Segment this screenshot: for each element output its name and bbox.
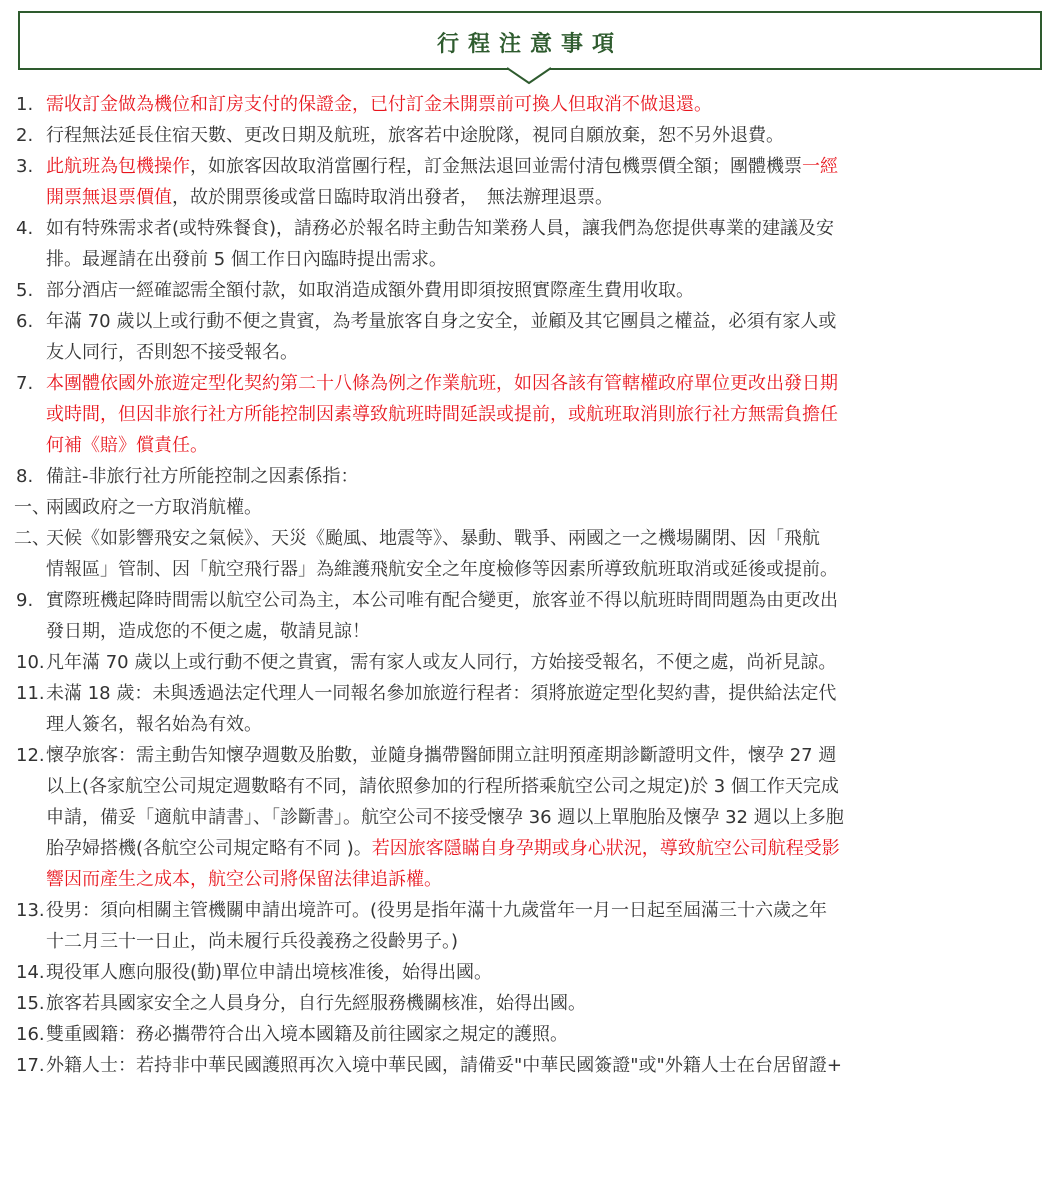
sub-list-item — [14, 492, 1046, 523]
item-text: 部分酒店一經確認需全額付款，如取消造成額外費用即須按照實際產生費用收取。 — [46, 280, 694, 301]
item-line — [46, 740, 1046, 771]
item-line — [46, 802, 1046, 833]
item-line — [46, 926, 1046, 957]
item-line — [46, 89, 1046, 120]
item-number: 12. — [16, 745, 45, 766]
item-number: 6. — [16, 311, 34, 332]
highlighted-text: 若因旅客隱瞞自身孕期或身心狀況，導致航空公司航程受影 — [371, 838, 840, 859]
page-title: 行程注意事項 — [436, 31, 623, 57]
item-text: 凡年滿 70 歲以上或行動不便之貴賓，需有家人或友人同行，方始接受報名，不便之處，尚祈見諒。 — [46, 652, 837, 673]
list-item — [14, 461, 1046, 492]
item-line — [46, 678, 1046, 709]
list-item — [14, 151, 1046, 213]
highlighted-text: 響因而產生之成本，航空公司將保留法律追訴權。 — [46, 869, 442, 890]
item-line — [46, 151, 1046, 182]
highlighted-text: 何補《賠》償責任。 — [46, 435, 208, 456]
highlighted-text: 此航班為包機操作 — [46, 156, 190, 177]
item-line — [46, 430, 1046, 461]
item-text: 現役軍人應向服役(勤)單位申請出境核准後，始得出國。 — [46, 962, 493, 983]
list-item — [14, 306, 1046, 368]
item-line — [46, 1050, 1046, 1081]
list-item — [14, 957, 1046, 988]
item-line — [46, 895, 1046, 926]
notice-list — [14, 89, 1046, 1081]
item-text: 理人簽名，報名始為有效。 — [46, 714, 262, 735]
item-number: 11. — [16, 683, 45, 704]
item-line — [46, 492, 1046, 523]
item-number: 8. — [16, 466, 34, 487]
item-number: 3. — [16, 156, 34, 177]
notice-header-box — [18, 11, 1042, 70]
item-line — [46, 554, 1046, 585]
highlighted-text: 一經 — [802, 156, 838, 177]
item-line — [46, 368, 1046, 399]
highlighted-text: 需收訂金做為機位和訂房支付的保證金，已付訂金未開票前可換人但取消不做退還。 — [46, 94, 712, 115]
item-text: 友人同行，否則恕不接受報名。 — [46, 342, 298, 363]
item-line — [46, 306, 1046, 337]
item-number: 15. — [16, 993, 45, 1014]
item-line — [46, 709, 1046, 740]
list-item — [14, 1050, 1046, 1081]
item-text: 役男：須向相關主管機關申請出境許可。(役男是指年滿十九歲當年一月一日起至屆滿三十六歲之年 — [46, 900, 828, 921]
item-line — [46, 771, 1046, 802]
item-text: 外籍人士：若持非中華民國護照再次入境中華民國，請備妥"中華民國簽證"或"外籍人士在台居留證+ — [46, 1055, 842, 1076]
item-number: 2. — [16, 125, 34, 146]
highlighted-text: 或時間，但因非旅行社方所能控制因素導致航班時間延誤或提前，或航班取消則旅行社方無需負擔任 — [46, 404, 838, 425]
item-text: ，如旅客因故取消當團行程，訂金無法退回並需付清包機票價全額；團體機票 — [190, 156, 802, 177]
list-item — [14, 895, 1046, 957]
item-line — [46, 213, 1046, 244]
item-text: 申請，備妥「適航申請書」、「診斷書」。航空公司不接受懷孕 36 週以上單胞胎及懷孕 32 週以上多胞 — [46, 807, 844, 828]
item-number: 7. — [16, 373, 34, 394]
item-text: 胎孕婦搭機(各航空公司規定略有不同 )。 — [46, 838, 372, 859]
item-number: 10. — [16, 652, 45, 673]
item-line — [46, 275, 1046, 306]
item-line — [46, 647, 1046, 678]
item-text: 雙重國籍：務必攜帶符合出入境本國籍及前往國家之規定的護照。 — [46, 1024, 568, 1045]
item-text: 實際班機起降時間需以航空公司為主，本公司唯有配合變更，旅客並不得以航班時間問題為由更改出 — [46, 590, 838, 611]
item-number: 16. — [16, 1024, 45, 1045]
item-line — [46, 616, 1046, 647]
item-number: 13. — [16, 900, 45, 921]
item-line — [46, 244, 1046, 275]
item-line — [46, 1019, 1046, 1050]
sub-list-item — [14, 523, 1046, 585]
item-text: 兩國政府之一方取消航權。 — [46, 497, 262, 518]
item-text: 情報區」管制、因「航空飛行器」為維護飛航安全之年度檢修等因素所導致航班取消或延後或提前。 — [46, 559, 838, 580]
item-text: 懷孕旅客：需主動告知懷孕週數及胎數，並隨身攜帶醫師開立註明預產期診斷證明文件，懷孕 27 週 — [46, 745, 837, 766]
item-line — [46, 988, 1046, 1019]
list-item — [14, 678, 1046, 740]
item-text: 十二月三十一日止，尚未履行兵役義務之役齡男子。) — [46, 931, 459, 952]
item-text: 天候《如影響飛安之氣候》、天災《颱風、地震等》、暴動、戰爭、兩國之一之機場關閉、因「飛航 — [46, 528, 820, 549]
item-number: 二、 — [14, 528, 50, 549]
item-line — [46, 864, 1046, 895]
list-item — [14, 585, 1046, 647]
item-line — [46, 461, 1046, 492]
item-text: 旅客若具國家安全之人員身分，自行先經服務機關核准，始得出國。 — [46, 993, 586, 1014]
item-line — [46, 523, 1046, 554]
highlighted-text: 本團體依國外旅遊定型化契約第二十八條為例之作業航班，如因各該有管轄權政府單位更改出發日期 — [46, 373, 838, 394]
header-pointer-icon — [507, 67, 551, 85]
item-text: 如有特殊需求者(或特殊餐食)，請務必於報名時主動告知業務人員，讓我們為您提供專業的建議及安 — [46, 218, 835, 239]
item-text: 未滿 18 歲：未與透過法定代理人一同報名參加旅遊行程者：須將旅遊定型化契約書，提供給法定代 — [46, 683, 837, 704]
list-item — [14, 988, 1046, 1019]
item-number: 4. — [16, 218, 34, 239]
item-text: 年滿 70 歲以上或行動不便之貴賓，為考量旅客自身之安全，並顧及其它團員之權益，必須有家人或 — [46, 311, 837, 332]
item-text: 以上(各家航空公司規定週數略有不同，請依照參加的行程所搭乘航空公司之規定)於 3 個工作天完成 — [46, 776, 839, 797]
item-text: 排。最遲請在出發前 5 個工作日內臨時提出需求。 — [46, 249, 447, 270]
list-item — [14, 89, 1046, 120]
item-number: 17. — [16, 1055, 45, 1076]
list-item — [14, 120, 1046, 151]
list-item — [14, 740, 1046, 895]
item-number: 1. — [16, 94, 34, 115]
item-line — [46, 585, 1046, 616]
list-item — [14, 213, 1046, 275]
item-text: 備註-非旅行社方所能控制之因素係指： — [46, 466, 359, 487]
list-item — [14, 1019, 1046, 1050]
list-item — [14, 647, 1046, 678]
item-line — [46, 957, 1046, 988]
item-number: 一、 — [14, 497, 50, 518]
item-line — [46, 337, 1046, 368]
item-line — [46, 833, 1046, 864]
item-number: 14. — [16, 962, 45, 983]
highlighted-text: 開票無退票價值 — [46, 187, 172, 208]
list-item — [14, 368, 1046, 461]
item-number: 5. — [16, 280, 34, 301]
list-item — [14, 275, 1046, 306]
item-number: 9. — [16, 590, 34, 611]
item-text: 行程無法延長住宿天數、更改日期及航班，旅客若中途脫隊，視同自願放棄，恕不另外退費。 — [46, 125, 784, 146]
item-line — [46, 120, 1046, 151]
item-line — [46, 182, 1046, 213]
item-line — [46, 399, 1046, 430]
item-text: ，故於開票後或當日臨時取消出發者， 無法辦理退票。 — [172, 187, 613, 208]
item-text: 發日期，造成您的不便之處，敬請見諒！ — [46, 621, 370, 642]
